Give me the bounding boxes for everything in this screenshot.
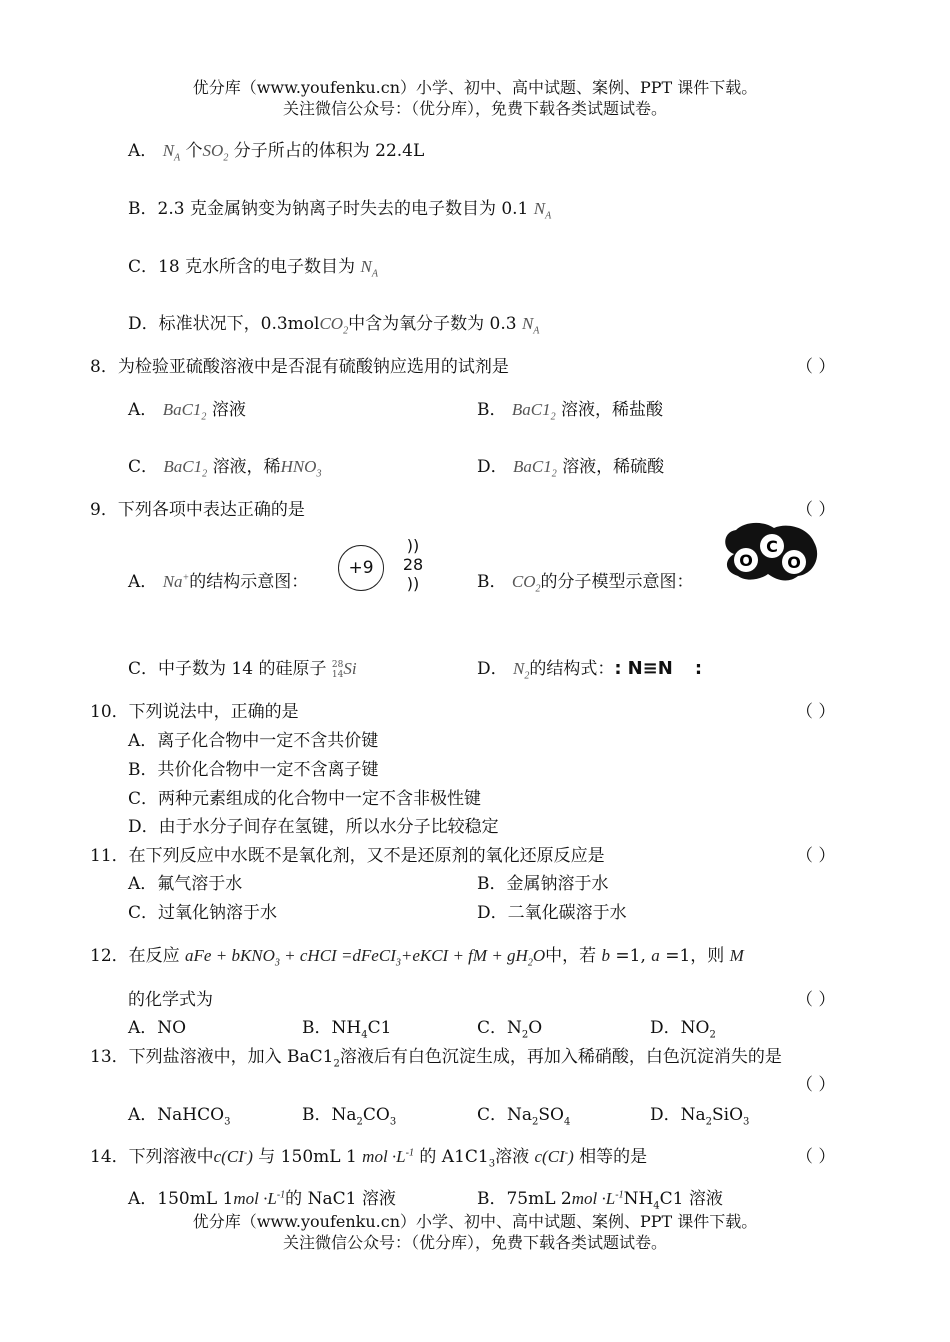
q8-stem: 8．为检验亚硫酸溶液中是否混有硫酸钠应选用的试剂是	[90, 357, 509, 377]
q8-option-b: B． $BaC1_2$ 溶液，稀盐酸	[477, 400, 664, 423]
electron-shells-diagram: )) 28 ))	[402, 536, 424, 593]
q12-option-c: C．$N_2O$	[477, 1018, 543, 1041]
q7-option-a: A． $N_A$ 个$SO_2$ 分子所占的体积为 22.4L	[128, 141, 425, 164]
footer-line-2: 关注微信公众号：（优分库），免费下载各类试题试卷。	[282, 1233, 667, 1252]
n2-structural-formula: : N≡N :	[614, 658, 703, 679]
q9-option-d: D． $N_2$的结构式：: N≡N :	[477, 658, 703, 682]
q11-option-c: C．过氧化钠溶于水	[128, 903, 278, 923]
q10-option-c: C．两种元素组成的化合物中一定不含非极性键	[128, 789, 482, 809]
q13-option-a: A．NaHCO$_3$	[128, 1105, 231, 1128]
q8-option-d: D． $BaC1_2$ 溶液，稀硫酸	[477, 457, 665, 480]
footer-line-1: 优分库（www.youfenku.cn）小学、初中、高中试题、案例、PPT 课件下载。	[192, 1212, 758, 1231]
oxygen-atom-label-1: O	[739, 551, 753, 570]
header-line-2: 关注微信公众号：（优分库），免费下载各类试题试卷。	[282, 99, 667, 118]
q8-option-c: C． $BaC1_2$ 溶液，稀$HNO_3$	[128, 457, 322, 480]
q7-option-b: B．2.3 克金属钠变为钠离子时失去的电子数目为 0.1 $N_A$	[128, 199, 552, 222]
q13-option-d: D．$Na_2SiO_3$	[650, 1105, 750, 1128]
q11-option-d: D．二氧化碳溶于水	[477, 903, 627, 923]
q12-stem-line-2: 的化学式为	[128, 990, 213, 1010]
header-line-1: 优分库（www.youfenku.cn）小学、初中、高中试题、案例、PPT 课件下载。	[192, 78, 758, 97]
q11-option-a: A．氟气溶于水	[128, 874, 243, 894]
q11-answer-paren: （ ）	[796, 846, 836, 866]
q10-option-d: D．由于水分子间存在氢键，所以水分子比较稳定	[128, 817, 499, 837]
q12-option-a: A．NO	[128, 1018, 187, 1038]
q9-option-b: B． $CO_2$的分子模型示意图：	[477, 572, 694, 595]
co2-molecule-model-image	[718, 520, 820, 588]
q7-option-d: D．标准状况下，0.3molCO$_2$中含为氧分子数为 0.3 $N_A$	[128, 314, 540, 337]
q8-answer-paren: （ ）	[796, 357, 836, 377]
q14-stem: 14．下列溶液中c(CI-) 与 150mL 1 mol $\cdot L^{-1}$ 的 $A1C1_3$溶液 c(CI-) 相等的是	[90, 1147, 648, 1170]
q8-option-a: A． $BaC1_2$ 溶液	[128, 400, 246, 423]
q13-stem: 13．下列盐溶液中，加入 $BaC1_2$溶液后有白色沉淀生成，再加入稀硝酸，白色沉淀消失的是	[90, 1047, 782, 1070]
q14-answer-paren: （ ）	[796, 1147, 836, 1167]
q9-option-c: C．中子数为 14 的硅原子 28 14 Si	[128, 659, 357, 680]
q7-option-c: C．18 克水所含的电子数目为 $N_A$	[128, 257, 378, 280]
q10-answer-paren: （ ）	[796, 702, 836, 722]
na-nucleus-diagram: +9	[338, 545, 384, 591]
q10-stem: 10．下列说法中，正确的是	[90, 702, 299, 722]
q9-stem: 9．下列各项中表达正确的是	[90, 500, 305, 520]
q10-option-b: B．共价化合物中一定不含离子键	[128, 760, 379, 780]
q11-option-b: B．金属钠溶于水	[477, 874, 609, 894]
q13-option-c: C．$Na_2SO_4$	[477, 1105, 571, 1128]
oxygen-atom-label-2: O	[787, 553, 801, 572]
q12-option-b: B．$NH_4C1$	[302, 1018, 392, 1041]
q11-stem: 11．在下列反应中水既不是氧化剂，又不是还原剂的氧化还原反应是	[90, 846, 605, 866]
q12-answer-paren: （ ）	[796, 990, 836, 1010]
q14-option-b: B．75mL $2mol \cdot L^{-1}NH_4C1$ 溶液	[477, 1189, 723, 1212]
q12-equation: aFe + bKNO$_3$ + cHCI =dFeCI$_3$+eKCI + fM + $gH_2O$	[185, 946, 546, 969]
q12-option-d: D．$NO_2$	[650, 1018, 716, 1041]
q9-option-a: A． Na+的结构示意图：	[128, 572, 309, 592]
q13-option-b: B．$Na_2CO_3$	[302, 1105, 397, 1128]
q9-answer-paren: （ ）	[796, 500, 836, 520]
q10-option-a: A．离子化合物中一定不含共价键	[128, 731, 379, 751]
carbon-atom-label: C	[766, 537, 778, 556]
q12-stem: 12．在反应 aFe + bKNO$_3$ + cHCI =dFeCI$_3$+eKCI + fM + $gH_2O$中，若 b =1, a =1，则 M	[90, 946, 744, 969]
q14-option-a: A．150mL $1mol \cdot L^{-1}$的 NaC1 溶液	[128, 1189, 396, 1209]
q13-answer-paren: （ ）	[796, 1075, 836, 1095]
silicon-nuclide-numbers: 28 14	[331, 659, 344, 680]
